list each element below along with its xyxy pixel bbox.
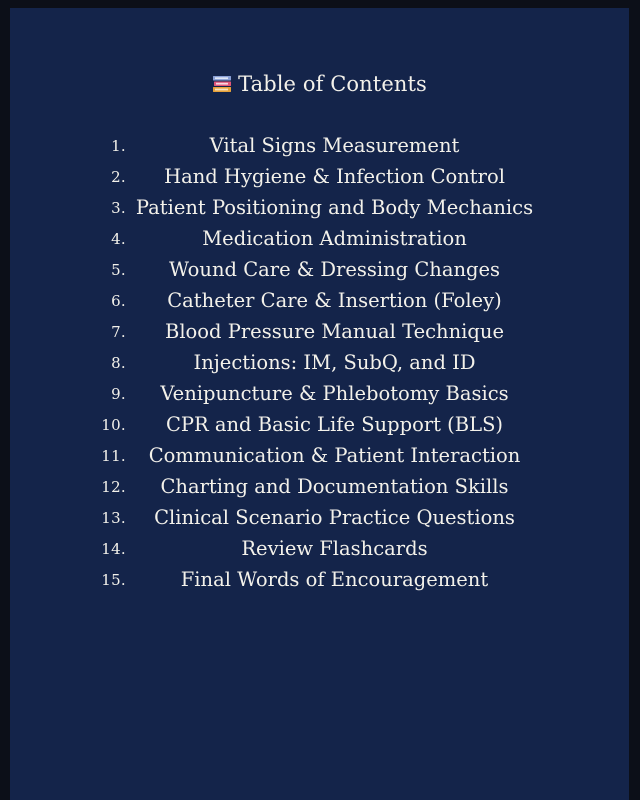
toc-item-number: 12.	[101, 478, 126, 496]
toc-item-label: Catheter Care & Insertion (Foley)	[167, 289, 502, 312]
toc-item	[10, 347, 629, 378]
toc-item	[10, 192, 629, 223]
toc-item-number: 11.	[101, 447, 126, 465]
toc-item-label: Medication Administration	[202, 227, 467, 250]
toc-item	[10, 409, 629, 440]
toc-item-number: 3.	[111, 199, 126, 217]
toc-item	[10, 223, 629, 254]
books-icon	[212, 75, 232, 93]
toc-item	[10, 533, 629, 564]
toc-page	[10, 8, 629, 800]
toc-title: Table of Contents	[238, 72, 427, 96]
toc-item-number: 8.	[111, 354, 126, 372]
toc-item-label: Wound Care & Dressing Changes	[168, 258, 501, 281]
toc-item-number: 5.	[111, 261, 126, 279]
toc-item-number: 1.	[111, 137, 126, 155]
toc-item-label: Injections: IM, SubQ, and ID	[193, 351, 476, 374]
toc-item	[10, 316, 629, 347]
toc-heading	[10, 70, 629, 98]
toc-item-number: 13.	[101, 509, 126, 527]
toc-item-label: Venipuncture & Phlebotomy Basics	[160, 382, 509, 405]
toc-item-number: 4.	[111, 230, 126, 248]
toc-item	[10, 285, 629, 316]
toc-item	[10, 161, 629, 192]
toc-item-number: 9.	[111, 385, 126, 403]
toc-item	[10, 254, 629, 285]
toc-item-label: Communication & Patient Interaction	[148, 444, 521, 467]
toc-item-label: Charting and Documentation Skills	[160, 475, 509, 498]
toc-item-label: Patient Positioning and Body Mechanics	[135, 196, 534, 219]
toc-item-number: 7.	[111, 323, 126, 341]
toc-item-number: 6.	[111, 292, 126, 310]
toc-item	[10, 564, 629, 595]
toc-item-label: Blood Pressure Manual Technique	[164, 320, 504, 343]
toc-item-number: 14.	[101, 540, 126, 558]
toc-item-label: Review Flashcards	[241, 537, 428, 560]
toc-list	[10, 130, 629, 595]
toc-item-number: 10.	[101, 416, 126, 434]
toc-item	[10, 471, 629, 502]
toc-item	[10, 378, 629, 409]
toc-item-label: Vital Signs Measurement	[209, 134, 460, 157]
toc-item-label: CPR and Basic Life Support (BLS)	[165, 413, 504, 436]
toc-item	[10, 502, 629, 533]
toc-item-number: 2.	[111, 168, 126, 186]
toc-item-label: Clinical Scenario Practice Questions	[154, 506, 515, 529]
toc-item-number: 15.	[101, 571, 126, 589]
toc-item-label: Final Words of Encouragement	[180, 568, 489, 591]
toc-item	[10, 130, 629, 161]
toc-item	[10, 440, 629, 471]
toc-item-label: Hand Hygiene & Infection Control	[164, 165, 505, 188]
